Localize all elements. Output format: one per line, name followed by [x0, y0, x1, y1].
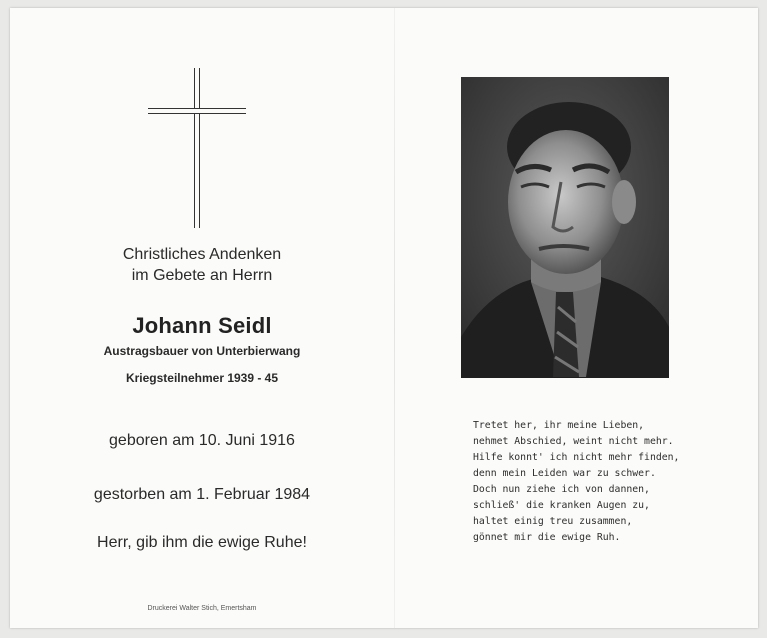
poem-line: Doch nun ziehe ich von dannen, [473, 484, 650, 495]
greeting-line-2: im Gebete an Herrn [131, 267, 273, 284]
portrait-photo [461, 77, 669, 378]
birth-date: geboren am 10. Juni 1916 [109, 432, 295, 449]
printer-credit: Druckerei Walter Stich, Emertsham [147, 605, 257, 612]
memorial-poem [473, 418, 713, 546]
card-fold [394, 8, 395, 628]
memorial-card [10, 8, 758, 628]
deceased-name: Johann Seidl [132, 313, 272, 338]
death-date: gestorben am 1. Februar 1984 [93, 486, 311, 503]
poem-line: denn mein Leiden war zu schwer. [473, 468, 656, 479]
poem-line: Tretet her, ihr meine Lieben, [473, 420, 645, 431]
poem-line: nehmet Abschied, weint nicht mehr. [473, 436, 674, 447]
greeting-line-1: Christliches Andenken [122, 246, 282, 263]
occupation: Austragsbauer von Unterbierwang [103, 344, 301, 358]
veteran-note: Kriegsteilnehmer 1939 - 45 [125, 371, 279, 385]
poem-line: Hilfe konnt' ich nicht mehr finden, [473, 452, 680, 463]
poem-line: gönnet mir die ewige Ruh. [473, 532, 621, 543]
prayer-line: Herr, gib ihm die ewige Ruhe! [97, 534, 307, 551]
poem-line: haltet einig treu zusammen, [473, 516, 633, 527]
cross-icon [148, 68, 248, 228]
poem-line: schließ' die kranken Augen zu, [473, 500, 650, 511]
